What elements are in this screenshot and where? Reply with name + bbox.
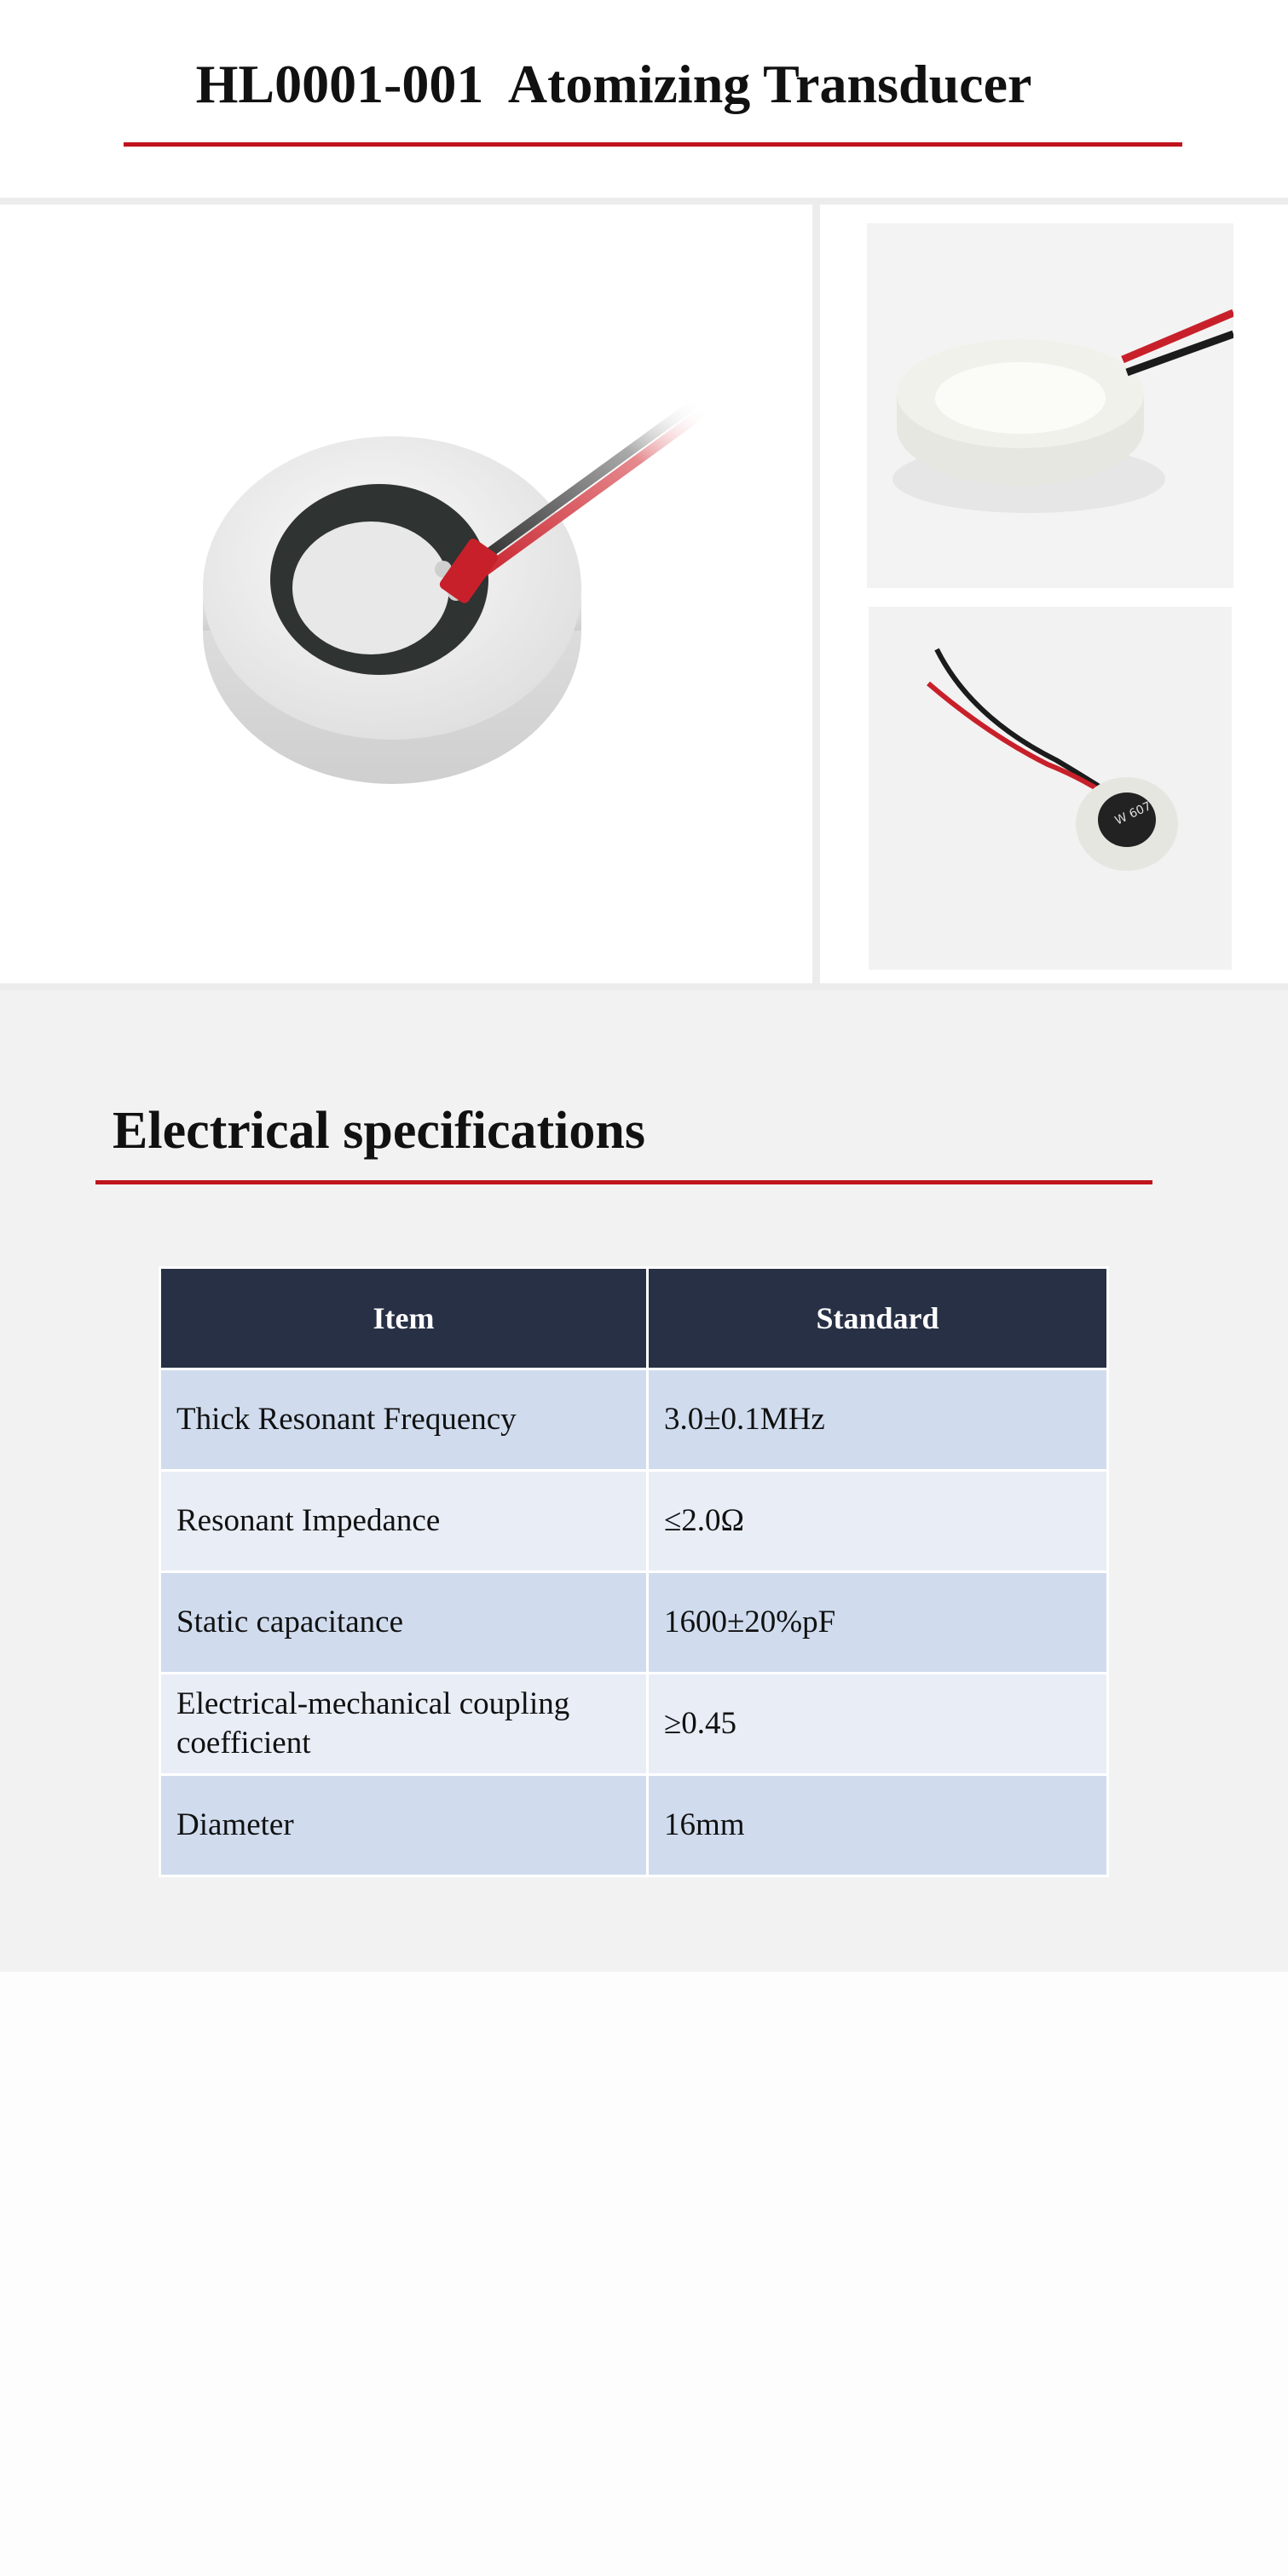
transducer-back-illustration: [869, 607, 1232, 970]
table-row: [160, 1369, 1108, 1471]
spec-heading: Electrical specifications: [113, 1102, 645, 1160]
table-row: [160, 1674, 1108, 1775]
spec-heading-underline: [95, 1180, 1152, 1184]
spec-standard-cell: 1600±20%pF: [648, 1572, 1108, 1674]
spec-item-cell: Diameter: [160, 1775, 648, 1876]
spec-item-cell: Static capacitance: [160, 1572, 648, 1674]
back-marking-text: W 607: [1112, 799, 1154, 828]
column-header-standard: Standard: [648, 1268, 1108, 1369]
spec-standard-cell: 16mm: [648, 1775, 1108, 1876]
title-underline: [124, 142, 1182, 147]
spec-standard-cell: ≥0.45: [648, 1674, 1108, 1775]
table-row: [160, 1572, 1108, 1674]
spec-table: [159, 1266, 1109, 1877]
side-view-photo: [867, 223, 1233, 588]
spec-standard-cell: ≤2.0Ω: [648, 1471, 1108, 1572]
column-header-item: Item: [160, 1268, 648, 1369]
main-product-photo: [0, 205, 812, 983]
spec-item-cell: Thick Resonant Frequency: [160, 1369, 648, 1471]
transducer-illustration: [0, 205, 812, 983]
table-row: [160, 1471, 1108, 1572]
spec-standard-cell: 3.0±0.1MHz: [648, 1369, 1108, 1471]
wire-leads-photo: [869, 607, 1232, 970]
page-header: [0, 0, 1288, 198]
spec-item-cell: Electrical-mechanical coupling coefficient: [160, 1674, 648, 1775]
transducer-side-illustration: [867, 223, 1233, 588]
page-title: HL0001-001 Atomizing Transducer: [195, 54, 1032, 114]
table-row: [160, 1775, 1108, 1876]
spec-table-header-row: [160, 1268, 1108, 1369]
spec-item-cell: Resonant Impedance: [160, 1471, 648, 1572]
